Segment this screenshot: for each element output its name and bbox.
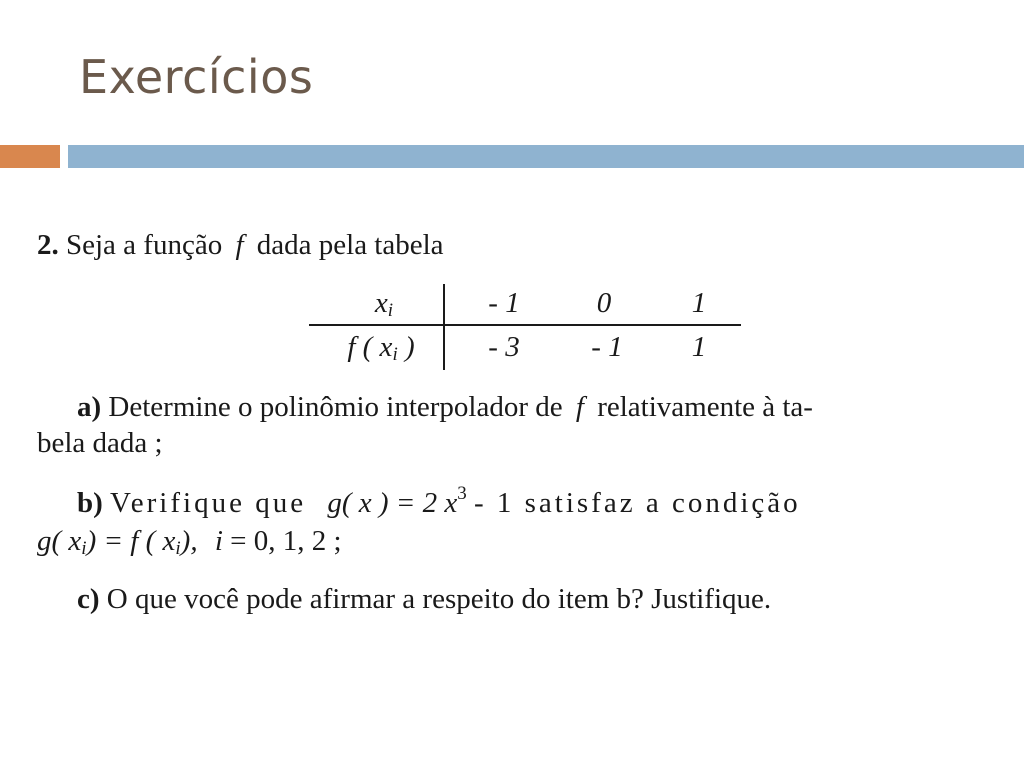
table-vertical-rule — [443, 284, 445, 370]
item-a-line-2: bela dada ; — [37, 427, 163, 459]
item-b-label: b) — [77, 487, 103, 519]
values-table — [309, 284, 741, 370]
item-b-line-1: b) Verifique que g( x ) = 2 $x^3 - 1$ satisfaz a condição — [77, 483, 801, 519]
table-cell-fx3: 1 — [691, 331, 707, 363]
exercise-intro — [37, 228, 444, 263]
accent-bar-orange — [0, 145, 60, 168]
item-a-line-1: a) Determine o polinômio interpolador de f relativamente à ta- — [77, 391, 813, 423]
table-cell-x2: 0 — [596, 287, 612, 319]
item-c-label: c) — [77, 583, 100, 615]
item-c-line: c) O que você pode afirmar a respeito do item b? Justifique. — [77, 583, 772, 615]
accent-bar-blue — [68, 145, 1024, 168]
table-cell-fx1: - 3 — [488, 331, 520, 363]
table-header-x: $x_i$ — [374, 287, 394, 321]
table-cell-x3: 1 — [691, 287, 707, 319]
table-header-fx: f ( $x_i$ ) — [347, 331, 415, 365]
item-b-line-2: g( $x_i) = f$ ( $x_i$), i = 0, 1, 2 ; — [37, 525, 342, 559]
table-horizontal-rule — [309, 324, 741, 326]
intro-text-end: dada pela tabela — [256, 229, 444, 261]
function-symbol: f — [235, 229, 244, 261]
item-a-label: a) — [77, 391, 102, 423]
exercise-number: 2. — [37, 229, 59, 261]
slide-title: Exercícios — [79, 50, 314, 104]
table-cell-x1: - 1 — [488, 287, 520, 319]
intro-text: Seja a função — [66, 229, 223, 261]
table-cell-fx2: - 1 — [591, 331, 623, 363]
